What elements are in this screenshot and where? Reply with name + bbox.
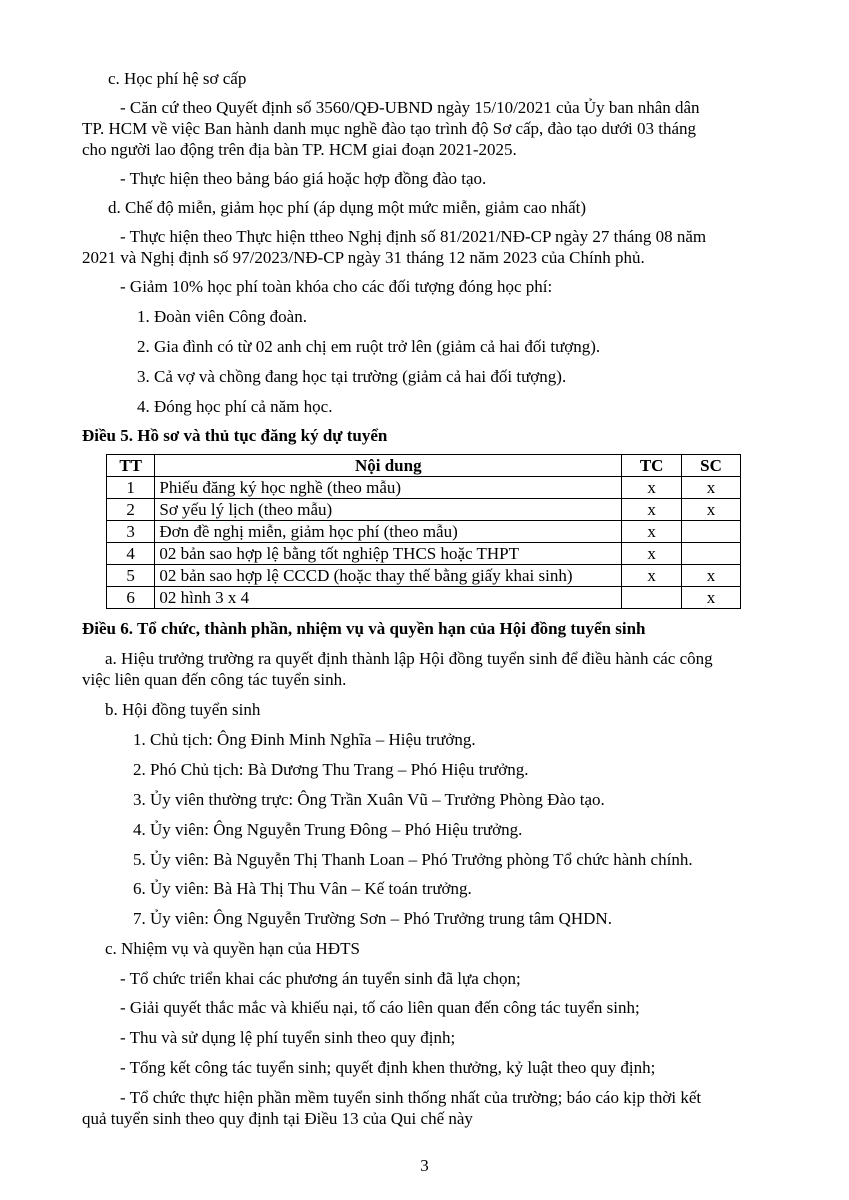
table-cell: x: [622, 499, 682, 521]
table-cell: x: [622, 543, 682, 565]
table-cell: x: [682, 477, 741, 499]
table-cell: x: [622, 521, 682, 543]
table-cell: 4: [107, 543, 155, 565]
table-header-row: [107, 455, 741, 477]
article6-a-line1: a. Hiệu trưởng trường ra quyết định thành lập Hội đồng tuyển sinh để điều hành các công: [105, 649, 713, 668]
table-cell: 5: [107, 565, 155, 587]
table-cell: Sơ yếu lý lịch (theo mẫu): [155, 499, 622, 521]
fee-paragraph-line1: - Căn cứ theo Quyết định số 3560/QĐ-UBND ngày 15/10/2021 của Ủy ban nhân dân: [120, 98, 700, 117]
table-cell: x: [682, 587, 741, 609]
table-cell: Phiếu đăng ký học nghề (theo mẫu): [155, 477, 622, 499]
council-member: 1. Chủ tịch: Ông Đinh Minh Nghĩa – Hiệu trưởng.: [133, 730, 476, 749]
council-member: 5. Ủy viên: Bà Nguyễn Thị Thanh Loan – Phó Trưởng phòng Tổ chức hành chính.: [133, 850, 693, 869]
table-row: [107, 477, 741, 499]
duties-heading: c. Nhiệm vụ và quyền hạn của HĐTS: [105, 939, 360, 958]
discount-paragraph-line1: - Thực hiện theo Thực hiện ttheo Nghị định số 81/2021/NĐ-CP ngày 27 tháng 08 năm: [120, 227, 707, 246]
discount-item: 2. Gia đình có từ 02 anh chị em ruột trở lên (giảm cả hai đối tượng).: [137, 337, 601, 356]
duty-item: - Tổ chức triển khai các phương án tuyển sinh đã lựa chọn;: [120, 969, 521, 988]
fee-paragraph-2: - Thực hiện theo bảng báo giá hoặc hợp đồng đào tạo.: [120, 169, 487, 188]
table-cell: 6: [107, 587, 155, 609]
table-row: [107, 587, 741, 609]
table-cell: 1: [107, 477, 155, 499]
council-member: 2. Phó Chủ tịch: Bà Dương Thu Trang – Phó Hiệu trưởng.: [133, 760, 529, 779]
table-cell: x: [682, 499, 741, 521]
registration-documents-table: [106, 454, 741, 609]
duty-item-last-line2: quả tuyển sinh theo quy định tại Điều 13 của Qui chế này: [82, 1109, 473, 1128]
council-heading: b. Hội đồng tuyển sinh: [105, 700, 261, 719]
discount-heading: d. Chế độ miễn, giảm học phí (áp dụng một mức miễn, giảm cao nhất): [108, 198, 587, 217]
column-header: TC: [622, 455, 682, 477]
duty-item: - Giải quyết thắc mắc và khiếu nại, tố cáo liên quan đến công tác tuyển sinh;: [120, 998, 640, 1017]
council-member: 6. Ủy viên: Bà Hà Thị Thu Vân – Kế toán trưởng.: [133, 879, 472, 898]
fee-paragraph-line2: TP. HCM về việc Ban hành danh mục nghề đào tạo trình độ Sơ cấp, đào tạo dưới 03 tháng: [82, 119, 697, 138]
table-cell: 02 bản sao hợp lệ CCCD (hoặc thay thế bằng giấy khai sinh): [155, 565, 622, 587]
table-row: [107, 521, 741, 543]
article6-a-line2: việc liên quan đến công tác tuyển sinh.: [82, 670, 347, 689]
table-cell: 3: [107, 521, 155, 543]
discount-item: 3. Cả vợ và chồng đang học tại trường (giảm cả hai đối tượng).: [137, 367, 567, 386]
table-cell: 2: [107, 499, 155, 521]
table-cell: x: [682, 565, 741, 587]
column-header: Nội dung: [155, 455, 622, 477]
article5-heading: Điều 5. Hồ sơ và thủ tục đăng ký dự tuyển: [82, 426, 388, 445]
table-cell: [682, 521, 741, 543]
article6-heading: Điều 6. Tổ chức, thành phần, nhiệm vụ và quyền hạn của Hội đồng tuyển sinh: [82, 619, 646, 638]
table-cell: 02 hình 3 x 4: [155, 587, 622, 609]
table-row: [107, 543, 741, 565]
table-cell: [682, 543, 741, 565]
table-cell: x: [622, 565, 682, 587]
table-cell: [622, 587, 682, 609]
fee-heading: c. Học phí hệ sơ cấp: [108, 69, 247, 88]
table-row: [107, 499, 741, 521]
table-row: [107, 565, 741, 587]
table-cell: Đơn đề nghị miễn, giảm học phí (theo mẫu): [155, 521, 622, 543]
duty-item: - Tổng kết công tác tuyển sinh; quyết định khen thưởng, kỷ luật theo quy định;: [120, 1058, 656, 1077]
fee-paragraph-line3: cho người lao động trên địa bàn TP. HCM giai đoạn 2021-2025.: [82, 140, 517, 159]
council-member: 4. Ủy viên: Ông Nguyễn Trung Đông – Phó Hiệu trưởng.: [133, 820, 523, 839]
duty-item-last-line1: - Tổ chức thực hiện phần mềm tuyển sinh thống nhất của trường; báo cáo kịp thời kết: [120, 1088, 702, 1107]
discount-paragraph-2: - Giảm 10% học phí toàn khóa cho các đối tượng đóng học phí:: [120, 277, 553, 296]
council-member: 7. Ủy viên: Ông Nguyễn Trường Sơn – Phó Trưởng trung tâm QHDN.: [133, 909, 612, 928]
column-header: SC: [682, 455, 741, 477]
table-cell: x: [622, 477, 682, 499]
page-number: 3: [420, 1156, 429, 1175]
council-member: 3. Ủy viên thường trực: Ông Trần Xuân Vũ – Trưởng Phòng Đào tạo.: [133, 790, 605, 809]
discount-item: 1. Đoàn viên Công đoàn.: [137, 307, 307, 326]
discount-item: 4. Đóng học phí cả năm học.: [137, 397, 333, 416]
discount-paragraph-line2: 2021 và Nghị định số 97/2023/NĐ-CP ngày 31 tháng 12 năm 2023 của Chính phủ.: [82, 248, 645, 267]
duty-item: - Thu và sử dụng lệ phí tuyển sinh theo quy định;: [120, 1028, 456, 1047]
column-header: TT: [107, 455, 155, 477]
table-cell: 02 bản sao hợp lệ bằng tốt nghiệp THCS hoặc THPT: [155, 543, 622, 565]
